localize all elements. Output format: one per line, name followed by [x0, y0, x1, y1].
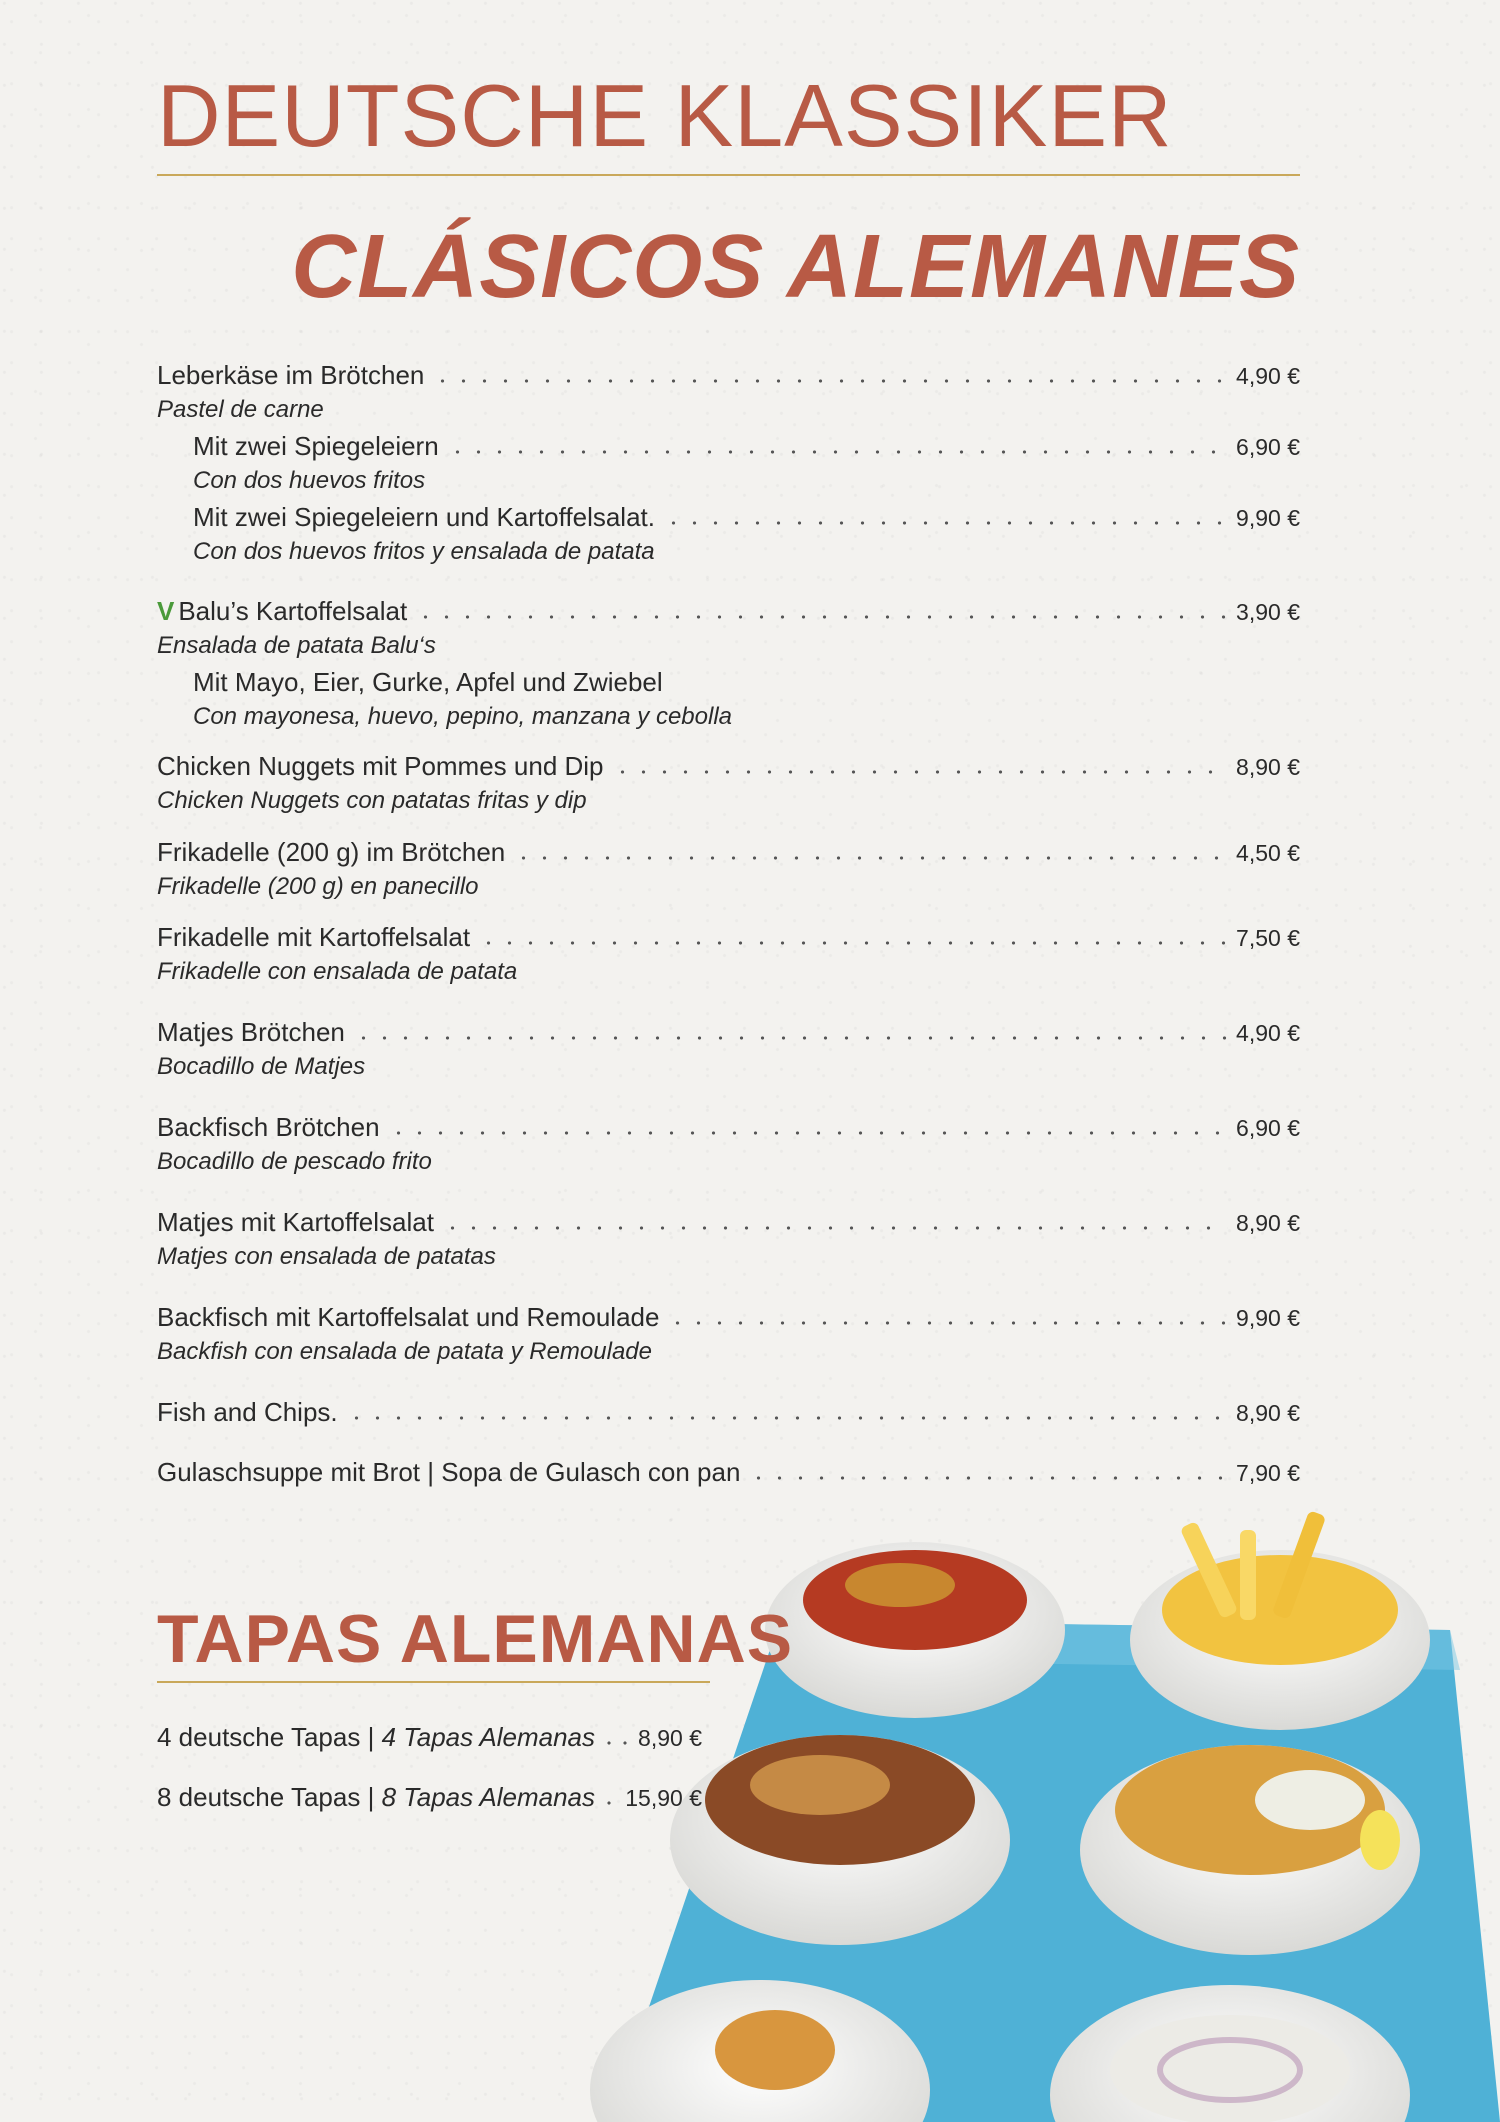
menu-item-spiegeleier-kartoffelsalat [193, 502, 1300, 534]
item-price: 4,90 € [1236, 1020, 1300, 1046]
item-subtitle: Matjes con ensalada de patatas [157, 1243, 496, 1270]
item-name: Chicken Nuggets mit Pommes und Dip [157, 751, 604, 781]
item-name: Mit zwei Spiegeleiern [193, 431, 439, 461]
item-name: Frikadelle mit Kartoffelsalat [157, 922, 471, 952]
dot-leader [513, 855, 1228, 861]
bowl-backfisch [1080, 1745, 1420, 1955]
bowl-frikadelle [670, 1735, 1010, 1945]
item-price: 4,90 € [1236, 363, 1300, 389]
menu-item-chicken-nuggets [157, 751, 1300, 783]
item-name: Mit zwei Spiegeleiern und Kartoffelsalat. [193, 502, 655, 532]
menu-item-frikadelle-kartoffelsalat [157, 922, 1300, 954]
dot-leader [663, 520, 1228, 526]
dot-leader [612, 769, 1229, 775]
dot-leader [346, 1415, 1228, 1421]
item-price: 7,50 € [1236, 925, 1300, 951]
item-subtitle: Con dos huevos fritos [193, 467, 426, 494]
item-subtitle: Bocadillo de pescado frito [157, 1148, 432, 1175]
menu-item-backfisch-broetchen [157, 1112, 1300, 1144]
dot-leader [353, 1035, 1228, 1041]
tapas-name: 4 deutsche Tapas | 4 Tapas Alemanas [157, 1722, 595, 1752]
dot-leader [415, 614, 1228, 620]
tapas-divider [157, 1681, 710, 1683]
tapas-name: 8 deutsche Tapas | 8 Tapas Alemanas [157, 1782, 595, 1812]
item-subtitle: Bocadillo de Matjes [157, 1053, 366, 1080]
tapas-photo [590, 1480, 1500, 2122]
dot-leader [601, 1800, 621, 1806]
item-name: Leberkäse im Brötchen [157, 360, 425, 390]
item-subtitle: Backfish con ensalada de patata y Remoulade [157, 1338, 652, 1365]
dot-leader [447, 449, 1228, 455]
tapas-item-8 [157, 1782, 702, 1814]
tapas-item-4 [157, 1722, 702, 1754]
item-name: Matjes Brötchen [157, 1017, 345, 1047]
item-price: 4,50 € [1236, 840, 1300, 866]
tapas-price: 8,90 € [638, 1725, 702, 1751]
dot-leader [667, 1320, 1228, 1326]
item-subtitle: Con dos huevos fritos y ensalada de patata [193, 538, 655, 565]
bowl-currywurst [765, 1542, 1065, 1718]
tapas-price: 15,90 € [625, 1785, 702, 1811]
item-name: Fish and Chips. [157, 1397, 338, 1427]
item-name: Matjes mit Kartoffelsalat [157, 1207, 434, 1237]
dot-leader [432, 378, 1228, 384]
heading-tapas-alemanas: TAPAS ALEMANAS [157, 1601, 794, 1677]
item-price: 9,90 € [1236, 505, 1300, 531]
item-detail: Mit Mayo, Eier, Gurke, Apfel und Zwiebel [193, 667, 663, 697]
item-price: 3,90 € [1236, 599, 1300, 625]
item-subtitle: Frikadelle con ensalada de patata [157, 958, 518, 985]
item-name: Backfisch Brötchen [157, 1112, 380, 1142]
item-subtitle: Frikadelle (200 g) en panecillo [157, 873, 479, 900]
item-price: 8,90 € [1236, 1210, 1300, 1236]
heading-divider [157, 174, 1300, 176]
item-price: 6,90 € [1236, 1115, 1300, 1141]
item-price: 9,90 € [1236, 1305, 1300, 1331]
item-name: Backfisch mit Kartoffelsalat und Remoulade [157, 1302, 660, 1332]
heading-clasicos-alemanes: CLÁSICOS ALEMANES [291, 217, 1300, 317]
dot-leader [388, 1130, 1228, 1136]
menu-item-matjes-kartoffelsalat [157, 1207, 1300, 1239]
menu-item-frikadelle-broetchen [157, 837, 1300, 869]
item-name: V Balu’s Kartoffelsalat [157, 596, 408, 626]
item-detail-subtitle: Con mayonesa, huevo, pepino, manzana y cebolla [193, 703, 733, 730]
heading-deutsche-klassiker: DEUTSCHE KLASSIKER [157, 66, 1173, 165]
bowl-fries [1130, 1510, 1430, 1730]
item-price: 6,90 € [1236, 434, 1300, 460]
item-subtitle: Chicken Nuggets con patatas fritas y dip [157, 787, 587, 814]
dot-leader [601, 1740, 634, 1746]
menu-item-spiegeleier [193, 431, 1300, 463]
menu-item-balus-kartoffelsalat [157, 596, 1300, 628]
dot-leader [478, 940, 1228, 946]
item-name: Gulaschsuppe mit Brot | Sopa de Gulasch con pan [157, 1457, 741, 1487]
item-price: 8,90 € [1236, 754, 1300, 780]
item-price: 7,90 € [1236, 1460, 1300, 1486]
item-name: Frikadelle (200 g) im Brötchen [157, 837, 506, 867]
menu-item-fish-and-chips [157, 1397, 1300, 1429]
vegetarian-icon: V [157, 596, 175, 626]
dot-leader [442, 1225, 1228, 1231]
menu-item-backfisch-kartoffelsalat [157, 1302, 1300, 1334]
menu-item-matjes-broetchen [157, 1017, 1300, 1049]
menu-item-leberkaese [157, 360, 1300, 392]
item-price: 8,90 € [1236, 1400, 1300, 1426]
item-subtitle: Pastel de carne [157, 396, 324, 423]
item-subtitle: Ensalada de patata Balu‘s [157, 632, 436, 659]
